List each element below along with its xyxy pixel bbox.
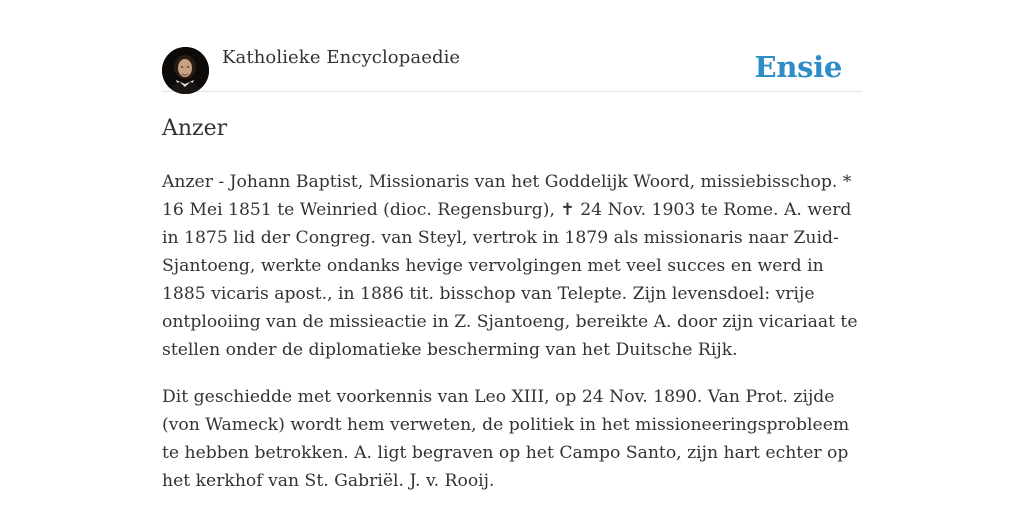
- site-header: [162, 46, 862, 92]
- ensie-brand-link[interactable]: Ensie: [754, 50, 842, 84]
- page-title: Anzer: [162, 116, 228, 141]
- article-body: [162, 168, 862, 512]
- site-name[interactable]: Katholieke Encyclopaedie: [222, 47, 461, 68]
- portrait-avatar-icon[interactable]: [162, 47, 209, 94]
- article-paragraph: Anzer - Johann Baptist, Missionaris van het Goddelijk Woord, missiebisschop. * 16 Mei 1851 te Weinried (dioc. Regensburg), ✝ 24 Nov. 1903 te Rome. A. werd in 1875 lid der Congreg. van Steyl, vertrok in 1879 als missionaris naar Zuid-Sjantoeng, werkte ondanks hevige vervolgingen met veel succes en werd in 1885 vicaris apost., in 1886 tit. bisschop van Telepte. Zijn levensdoel: vrije ontplooiing van de missieactie in Z. Sjantoeng, bereikte A. door zijn vicariaat te stellen onder de diplomatieke bescherming van het Duitsche Rijk.: [162, 172, 858, 360]
- article-paragraph: Dit geschiedde met voorkennis van Leo XIII, op 24 Nov. 1890. Van Prot. zijde (von Wameck) wordt hem verweten, de politiek in het missioneeringsprobleem te hebben betrokken. A. ligt begraven op het Campo Santo, zijn hart echter op het kerkhof van St. Gabriël. J. v. Rooij.: [162, 387, 850, 491]
